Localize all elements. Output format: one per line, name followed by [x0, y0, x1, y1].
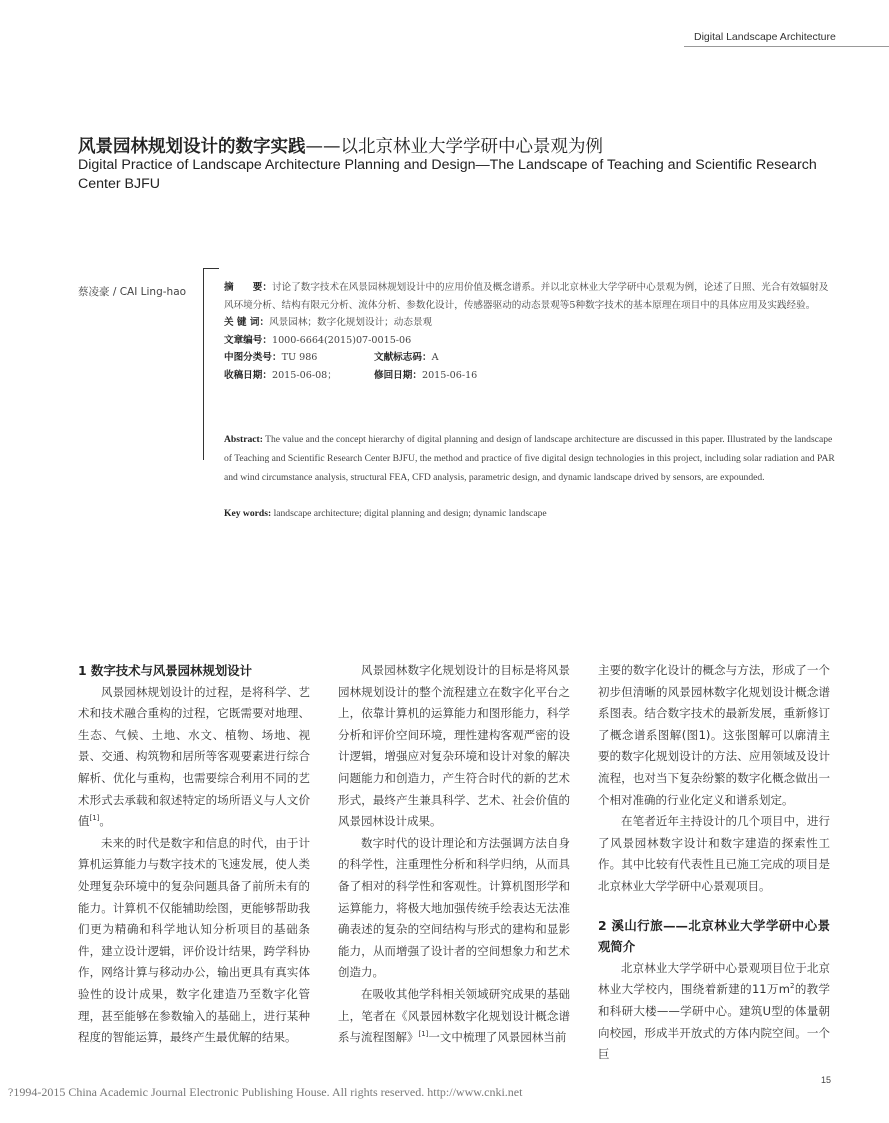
keywords-chinese — [224, 314, 836, 332]
abstract-chinese — [224, 279, 836, 385]
keywords-english-text: landscape architecture; digital planning and design; dynamic landscape — [271, 508, 547, 519]
citation-ref: [1] — [89, 814, 100, 823]
paragraph: 风景园林数字化规划设计的目标是将风景园林规划设计的整个流程建立在数字化平台之上，依靠计算机的运算能力和图形能力，科学分析和评价空间环境，理性建构客观严密的设计逻辑，增强应对复杂环境和设计对象的解决问题能力和创造力，产生符合时代的新的艺术形式，最终产生兼具科学、艺术、社会价值的风景园林设计成果。 — [338, 663, 570, 829]
superscript: 2 — [790, 982, 795, 991]
abstract-text: 讨论了数字技术在风景园林规划设计中的应用价值及概念谱系。并以北京林业大学学研中心景观为例，论述了日照、光合有效辐射及风环境分析、结构有限元分析、流体分析、参数化设计，传感器驱动的动态景观等5种数字技术的基本原理在项目中的具体应用及实践经验。 — [224, 282, 829, 311]
paragraph: 未来的时代是数字和信息的时代，由于计算机运算能力与数字技术的飞速发展，使人类处理复杂环境中的复杂问题具备了前所未有的能力。计算机不仅能辅助绘图，更能够帮助我们更为精确和科学地认知分析项目的基础条件，建立设计逻辑，评价设计结果，跨学科协作，网络计算与移动办公，输出更具有真实体验性的设计成果，数字化建造乃至数字化管理，甚至能够在参数输入的基础上，进行某种程度的智能运算，最终产生最优解的结果。 — [78, 835, 310, 1045]
paragraph: 在笔者近年主持设计的几个项目中，进行了风景园林数字设计和数字建造的探索性工作。其中比较有代表性且已施工完成的项目是北京林业大学学研中心景观项目。 — [598, 814, 830, 893]
revised-value: 2015-06-16 — [421, 369, 478, 381]
section-1-heading: 1 数字技术与风景园林规划设计 — [78, 663, 253, 678]
paragraph: 在吸收其他学科相关领域研究成果的基础上，笔者在《风景园林数字化规划设计概念谱系与流程图解》[1]一文中梳理了风景园林当前 — [338, 986, 570, 1045]
title-chinese-main: 风景园林规划设计的数字实践 — [78, 137, 306, 157]
abstract-label: 摘 要： — [224, 282, 272, 293]
body-column-1 — [78, 660, 310, 1049]
keywords-label: 关 键 词： — [224, 317, 270, 329]
classification-row — [224, 349, 836, 367]
document-code — [374, 349, 439, 367]
body-column-2 — [338, 660, 570, 1049]
keywords-english-label: Key words: — [224, 508, 272, 519]
citation-ref: [1] — [418, 1030, 429, 1039]
journal-name: Digital Landscape Architecture — [694, 31, 836, 43]
clc-code — [224, 349, 374, 367]
keywords-text: 风景园林；数字化规划设计；动态景观 — [269, 317, 433, 329]
received-value: 2015-06-08； — [271, 369, 337, 381]
paragraph: 北京林业大学学研中心景观项目位于北京林业大学校内，围绕着新建的11万$m^2$的教学和科研大楼——学研中心。建筑U型的体量朝向校园，形成半开放式的方体内院空间。一个巨 — [598, 960, 830, 1062]
title-english: Digital Practice of Landscape Architecture Planning and Design—The Landscape of Teaching and Scientific Research Center BJFU — [78, 157, 817, 192]
revised-date — [374, 367, 477, 385]
abstract-english — [224, 430, 836, 488]
clc-value: TU 986 — [281, 352, 318, 364]
article-number-label: 文章编号： — [224, 334, 272, 346]
footer-copyright: ?1994-2015 China Academic Journal Electronic Publishing House. All rights reserved. http://www.cnki.net — [8, 1085, 523, 1099]
abstract-bracket-line — [203, 268, 204, 460]
abstract-bracket-tick — [203, 268, 219, 269]
title-chinese — [78, 133, 858, 158]
document-code-label: 文献标志码： — [374, 352, 432, 364]
paragraph: 风景园林规划设计的过程，是将科学、艺术和技术融合重构的过程，它既需要对地理、生态、气候、土地、水文、植物、场地、视景、交通、构筑物和居所等客观要素进行综合解析、优化与重构，也需要综合利用不同的艺术形式去承载和叙述特定的场所语义与人文价值[1]。 — [78, 684, 310, 829]
received-label: 收稿日期： — [224, 369, 272, 381]
keywords-english — [224, 506, 836, 522]
clc-label: 中图分类号： — [224, 352, 282, 364]
abstract-chinese-body — [224, 279, 836, 314]
section-2-heading: 2 溪山行旅——北京林业大学学研中心景观简介 — [598, 917, 830, 955]
abstract-english-text: The value and the concept hierarchy of digital planning and design of landscape architecture are discussed in this paper. Illustrated by the landscape of Teaching and Scientific Research Center BJFU, the method and practice of five digital design technologies in this project, including solar radiation and PAR and wind circumstance analysis, structural FEA, CFD analysis, parametric design, and dynamic landscape drived by sensors, are expounded. — [224, 434, 835, 484]
header-rule — [684, 46, 889, 47]
abstract-english-label: Abstract: — [224, 434, 263, 445]
revised-label: 修回日期： — [374, 369, 422, 381]
article-number-value: 1000-6664(2015)07-0015-06 — [271, 334, 412, 346]
paragraph: 数字时代的设计理论和方法强调方法自身的科学性，注重理性分析和科学归纳，从而具备了相对的科学性和客观性。计算机图形学和运算能力，将极大地加强传统手绘表达无法准确表述的复杂的空间结构与形式的建构和显影能力，从而增强了设计者的空间想象力和艺术创造力。 — [338, 835, 570, 980]
title-chinese-subtitle: ——以北京林业大学学研中心景观为例 — [305, 137, 603, 157]
received-date — [224, 367, 374, 385]
paragraph: 主要的数字化设计的概念与方法，形成了一个初步但清晰的风景园林数字化规划设计概念谱系图表。结合数字技术的最新发展，重新修订了概念谱系图解(图1)。这张图解可以廓清主要的数字化规划设计的方法、应用领域及设计流程，也对当下复杂纷繁的数字化概念做出一个相对准确的行业化定义和谱系划定。 — [598, 663, 830, 807]
author: 蔡凌豪 / CAI Ling-hao — [78, 286, 187, 298]
dates-row — [224, 367, 836, 385]
document-code-value: A — [431, 352, 439, 364]
page-number: 15 — [821, 1075, 832, 1085]
body-column-3 — [598, 660, 830, 1066]
article-number — [224, 332, 836, 350]
